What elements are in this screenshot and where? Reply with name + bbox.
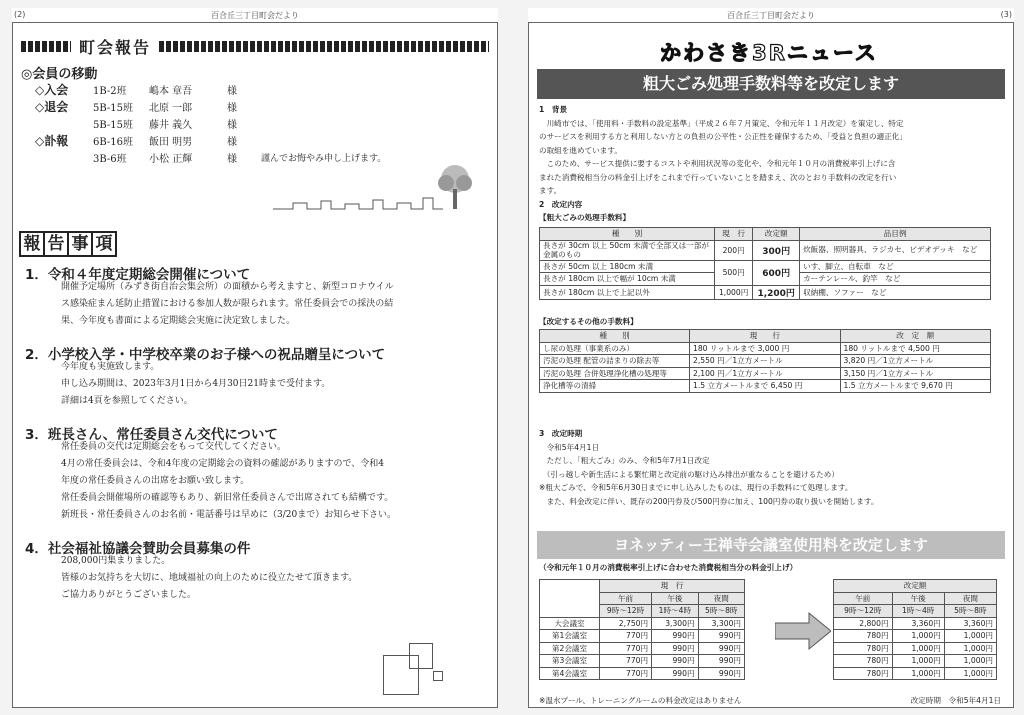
member-category: ◇訃報 xyxy=(35,133,69,148)
col-header: 種 別 xyxy=(540,330,690,343)
table-cell: 990円 xyxy=(652,642,698,655)
table-cell: 990円 xyxy=(652,630,698,643)
table-cell: 990円 xyxy=(698,642,744,655)
intro-line: 川崎市では、「使用料・手数料の設定基準」（平成２６年７月策定、令和元年１１月改定）を策定し、特定 xyxy=(539,118,904,128)
member-name: 飯田 明男 xyxy=(149,136,193,148)
table-cell: 長さが 30cm 以上 50cm 未満で全部又は一部が金属のもの xyxy=(540,240,715,260)
table-cell: 1,000円 xyxy=(944,655,996,668)
room-name: 第2会議室 xyxy=(540,642,600,655)
member-group: 5B-15班 xyxy=(93,119,133,131)
item-body xyxy=(61,359,487,410)
table-cell: 2,750円 xyxy=(600,617,652,630)
table-cell: 2,800円 xyxy=(834,617,893,630)
intro-text xyxy=(539,103,1003,225)
table-cell: 780円 xyxy=(834,655,893,668)
table-cell: 3,150 円／1立方メートル xyxy=(840,367,991,380)
table-cell: 180 リットルまで 4,500 円 xyxy=(840,342,991,355)
col-header: 現 行 xyxy=(600,580,745,593)
intro-line: まれた消費税相当分の料金引上げをこれまで行っていないことを踏まえ、次のとおり手数料の改定を行い xyxy=(539,172,897,182)
table-cell: 長さが 50cm 以上 180cm 未満 xyxy=(540,260,715,273)
table-cell: 3,300円 xyxy=(698,617,744,630)
room-fee-banner: ヨネッティー王禅寺会議室使用料を改定します xyxy=(537,531,1005,559)
table-row xyxy=(540,367,991,380)
table-cell: 1,000円 xyxy=(944,642,996,655)
report-heading-char: 告 xyxy=(43,231,69,257)
col-header: 改定額 xyxy=(834,580,997,593)
member-category: ◇入会 xyxy=(35,82,69,97)
room-fee-subtitle: （令和元年１０月の消費税率引上げに合わせた消費税相当分の料金引上げ） xyxy=(539,563,798,572)
member-group: 3B-6班 xyxy=(93,153,127,165)
table-cell: 2,550 円／1立方メートル xyxy=(690,355,841,368)
section-heading xyxy=(21,35,489,57)
report-heading-char: 事 xyxy=(67,231,93,257)
page-number: (2) xyxy=(14,10,26,19)
table-cell: 500円 xyxy=(715,260,753,285)
table-row xyxy=(834,630,997,643)
table-cell: 3,360円 xyxy=(944,617,996,630)
member-condolence: 謹んでお悔やみ申し上げます。 xyxy=(261,153,387,164)
col-header: 改定額 xyxy=(753,228,800,241)
current-room-fee-table xyxy=(539,579,745,680)
table-cell: 1,000円 xyxy=(944,630,996,643)
item-body xyxy=(61,279,487,330)
member-group: 6B-16班 xyxy=(93,136,133,148)
fee-revision-banner: 粗大ごみ処理手数料等を改定します xyxy=(537,69,1005,99)
report-heading-char: 報 xyxy=(19,231,45,257)
other-fee-table xyxy=(539,329,991,393)
col-header: 現 行 xyxy=(715,228,753,241)
table-cell: 1,000円 xyxy=(892,667,944,680)
item-heading: 3．班長さん、常任委員さん交代について xyxy=(25,427,278,443)
room-name: 第3会議室 xyxy=(540,655,600,668)
timing-text xyxy=(539,427,1003,508)
table-cell: 990円 xyxy=(652,655,698,668)
item-heading: 2．小学校入学・中学校卒業のお子様への祝品贈呈について xyxy=(25,347,386,363)
period-header: 夜間 xyxy=(698,592,744,605)
table-cell: 780円 xyxy=(834,630,893,643)
table-cell: 1,000円 xyxy=(892,655,944,668)
other-fees-title: 【改定するその他の手数料】 xyxy=(539,317,638,326)
news-title: かわさき3Rニュース xyxy=(660,41,878,65)
timing-line: また、料金改定に伴い、既存の200円券及び500円券に加え、100円券の取り扱いを開始します。 xyxy=(539,496,879,506)
item-line: 果、今年度も書面による定期総会実施に決定致しました。 xyxy=(61,316,296,326)
table-row xyxy=(540,342,991,355)
table-cell: 780円 xyxy=(834,667,893,680)
revised-room-fee-table xyxy=(833,579,997,680)
item-line: ス感染症まん延防止措置における参加人数が限られます。常任委員会での採決の結 xyxy=(61,299,394,309)
table-row xyxy=(834,642,997,655)
item-heading: 4．社会福祉協議会賛助会員募集の件 xyxy=(25,541,251,557)
table-cell: 炊飯器、照明器具、ラジカセ、ビデオデッキ など xyxy=(800,240,991,260)
footnote: ※温水プール、トレーニングルームの料金改定はありません xyxy=(539,696,742,705)
table-cell: 浄化槽等の清掃 xyxy=(540,380,690,393)
table-cell: 180 リットルまで 3,000 円 xyxy=(690,342,841,355)
table-cell: 1,200円 xyxy=(753,285,800,299)
member-honorific: 様 xyxy=(227,136,237,148)
table-row xyxy=(540,260,991,273)
period-header: 夜間 xyxy=(944,592,996,605)
table-row xyxy=(540,355,991,368)
member-group: 5B-15班 xyxy=(93,102,133,114)
decorative-square xyxy=(433,671,443,681)
member-name: 北原 一郎 xyxy=(149,102,193,114)
table-cell: 汚泥の処理 配管の詰まりの除去等 xyxy=(540,355,690,368)
item-line: 年度の常任委員さんの出席をお願い致します。 xyxy=(61,476,250,486)
member-row xyxy=(35,132,261,148)
table-cell: 990円 xyxy=(698,667,744,680)
table-cell: 1,000円 xyxy=(892,642,944,655)
table-cell: 990円 xyxy=(652,667,698,680)
table-row xyxy=(834,617,997,630)
table-row xyxy=(540,630,745,643)
item-heading: 1．令和４年度定期総会開催について xyxy=(25,267,251,283)
member-name: 藤井 義久 xyxy=(149,119,193,131)
member-row xyxy=(35,115,261,131)
room-name: 第1会議室 xyxy=(540,630,600,643)
table-cell: 長さが 180cm 以上で幅が 10cm 未満 xyxy=(540,273,715,286)
table-cell: 990円 xyxy=(698,630,744,643)
table-cell: 3,820 円／1立方メートル xyxy=(840,355,991,368)
decorative-square xyxy=(409,643,433,669)
timing-line: 3 改定時期 xyxy=(539,429,583,438)
table-cell: 3,360円 xyxy=(892,617,944,630)
room-name: 第4会議室 xyxy=(540,667,600,680)
timing-line: （引っ越しや新生活による繁忙期と改定前の駆け込み排出が重なることを避けるため） xyxy=(539,469,839,479)
item-line: 208,000円集まりました。 xyxy=(61,556,171,566)
intro-line: 【粗大ごみの処理手数料】 xyxy=(539,213,631,222)
member-row xyxy=(35,81,261,97)
table-cell: 770円 xyxy=(600,667,652,680)
table-row xyxy=(540,240,991,260)
heading-bar-left xyxy=(21,41,71,52)
col-header: 品目例 xyxy=(800,228,991,241)
member-row xyxy=(35,149,386,165)
timing-line: ※粗大ごみで、令和5年6月30日までに申し込みしたものは、現行の手数料にて処理します。 xyxy=(539,483,853,492)
period-header: 午後 xyxy=(892,592,944,605)
bulky-waste-fee-table xyxy=(539,227,991,300)
table-row xyxy=(834,655,997,668)
member-name: 小松 正輝 xyxy=(149,153,193,165)
intro-line: 2 改定内容 xyxy=(539,199,583,209)
header-title: 百合丘三丁目町会だより xyxy=(211,11,299,20)
member-honorific: 様 xyxy=(227,153,237,165)
table-cell: 780円 xyxy=(834,642,893,655)
time-header: 9時～12時 xyxy=(834,605,893,618)
revision-date: 改定時期 令和5年4月1日 xyxy=(910,696,1001,705)
time-header: 5時～8時 xyxy=(698,605,744,618)
table-cell: いす、脚立、自転車 など xyxy=(800,260,991,273)
intro-line: のサービスを利用する方と利用しない方との負担の公平性・公正性を確保するため、「受益と負担の適正化」 xyxy=(539,132,907,141)
table-cell: 1.5 立方メートルまで 9,670 円 xyxy=(840,380,991,393)
table-cell: 1,000円 xyxy=(715,285,753,299)
item-line: 常任委員会開催場所の確認等もあり、新旧常任委員さんで出席されても結構です。 xyxy=(61,493,394,503)
period-header: 午前 xyxy=(834,592,893,605)
intro-line: このため、サービス提供に要するコストや利用状況等の変化や、令和元年１０月の消費税率引上げに含 xyxy=(539,159,896,168)
right-header xyxy=(528,8,1014,22)
item-body xyxy=(61,553,487,604)
member-category: ◇退会 xyxy=(35,99,69,114)
table-cell: 770円 xyxy=(600,655,652,668)
table-row xyxy=(540,667,745,680)
skyline-illustration xyxy=(273,191,443,211)
table-cell: 1.5 立方メートルまで 6,450 円 xyxy=(690,380,841,393)
section-title: 町会報告 xyxy=(79,37,152,57)
table-cell: 長さが 180cm 以上で上記以外 xyxy=(540,285,715,299)
table-row xyxy=(540,617,745,630)
table-cell: 収納棚、ソファー など xyxy=(800,285,991,299)
time-header: 1時～4時 xyxy=(892,605,944,618)
item-line: 申し込み期間は、2023年3月1日から4月30日21時まで受付ます。 xyxy=(61,379,331,389)
table-row xyxy=(540,380,991,393)
arrow-right-icon xyxy=(775,611,831,651)
col-header: 種 別 xyxy=(540,228,715,241)
right-page xyxy=(528,8,1014,708)
timing-line: ただし、「粗大ごみ」のみ、令和5年7月1日改定 xyxy=(539,456,710,465)
item-line: 詳細は4頁を参照してください。 xyxy=(61,396,193,406)
time-header: 1時～4時 xyxy=(652,605,698,618)
table-cell: 1,000円 xyxy=(892,630,944,643)
table-corner xyxy=(540,580,600,618)
member-honorific: 様 xyxy=(227,119,237,131)
intro-line: 1 背景 xyxy=(539,105,568,114)
member-group: 1B-2班 xyxy=(93,85,127,97)
table-cell: 600円 xyxy=(753,260,800,285)
col-header: 改 定 額 xyxy=(840,330,991,343)
col-header: 現 行 xyxy=(690,330,841,343)
item-line: 今年度も実施致します。 xyxy=(61,362,160,372)
left-page xyxy=(12,8,498,708)
item-line: 4月の常任委員会は、令和4年度の定期総会の資料の確認がありますので、令和4 xyxy=(61,459,385,469)
intro-line: ます。 xyxy=(539,186,562,195)
period-header: 午後 xyxy=(652,592,698,605)
page-number: (3) xyxy=(1000,10,1012,19)
time-header: 5時～8時 xyxy=(944,605,996,618)
table-cell: 3,300円 xyxy=(652,617,698,630)
timing-line: 令和5年4月1日 xyxy=(539,442,600,452)
right-content xyxy=(528,22,1014,708)
table-row xyxy=(834,667,997,680)
table-cell: 2,100 円／1立方メートル xyxy=(690,367,841,380)
table-cell: し尿の処理（事業系のみ） xyxy=(540,342,690,355)
item-body xyxy=(61,439,487,524)
item-line: 常任委員の交代は定期総会をもって交代してください。 xyxy=(61,442,287,452)
report-heading xyxy=(19,231,115,257)
item-line: 皆様のお気持ちを大切に、地域福祉の向上のために役立たせて頂きます。 xyxy=(61,573,358,583)
table-cell: 1,000円 xyxy=(944,667,996,680)
heading-bar-right xyxy=(159,41,489,52)
item-line: 開催予定場所（みずき街自治会集会所）の面積から考えますと、新型コロナウイル xyxy=(61,282,394,292)
report-heading-char: 項 xyxy=(91,231,117,257)
member-row xyxy=(35,98,261,114)
table-cell: 990円 xyxy=(698,655,744,668)
table-cell: 770円 xyxy=(600,630,652,643)
left-content xyxy=(12,22,498,708)
header-title: 百合丘三丁目町会だより xyxy=(727,11,815,20)
members-title: ◎会員の移動 xyxy=(21,67,98,82)
member-honorific: 様 xyxy=(227,102,237,114)
intro-line: の取組を進めています。 xyxy=(539,145,622,155)
table-row xyxy=(540,285,991,299)
left-header xyxy=(12,8,498,22)
table-cell: カーテンレール、釣竿 など xyxy=(800,273,991,286)
member-name: 嶋本 章吾 xyxy=(149,85,193,97)
table-row xyxy=(540,642,745,655)
member-honorific: 様 xyxy=(227,85,237,97)
item-line: ご協力ありがとうございました。 xyxy=(61,590,197,600)
time-header: 9時～12時 xyxy=(600,605,652,618)
table-cell: 770円 xyxy=(600,642,652,655)
table-cell: 300円 xyxy=(753,240,800,260)
table-cell: 200円 xyxy=(715,240,753,260)
table-row xyxy=(540,655,745,668)
item-line: 新班長・常任委員さんのお名前・電話番号は早めに（3/20まで）お知らせ下さい。 xyxy=(61,510,396,520)
table-cell: 汚泥の処理 合併処理浄化槽の処理等 xyxy=(540,367,690,380)
room-name: 大会議室 xyxy=(540,617,600,630)
period-header: 午前 xyxy=(600,592,652,605)
